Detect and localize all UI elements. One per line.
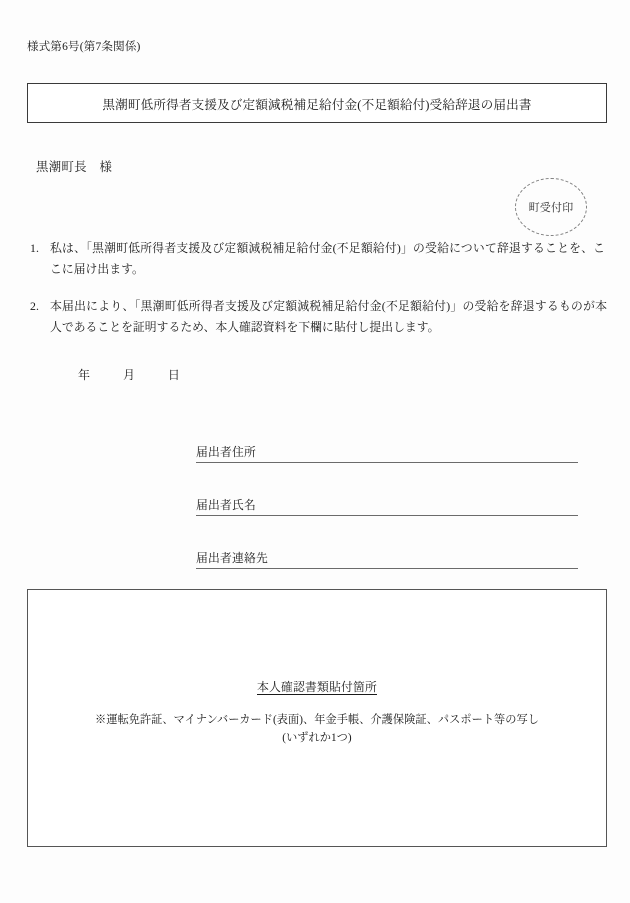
field-label-applicant-name: 届出者氏名 [196, 498, 256, 512]
clause-item [30, 296, 607, 337]
attachment-instructions [28, 678, 606, 745]
attachment-note-line-2: (いずれか1つ) [282, 732, 352, 745]
date-month-label: 月 [122, 368, 136, 382]
clause-number: 2. [30, 299, 39, 313]
date-year-label: 年 [78, 368, 91, 382]
date-line[interactable] [78, 366, 180, 383]
form-number: 様式第6号(第7条関係) [27, 41, 141, 53]
field-applicant-contact[interactable] [196, 546, 578, 569]
field-applicant-name[interactable] [196, 493, 578, 516]
clause-number: 1. [30, 241, 39, 255]
clause-item [30, 238, 605, 279]
receipt-seal-circle [515, 178, 587, 236]
clause-text: 本届出により、「黒潮町低所得者支援及び定額減税補足給付金(不足額給付)」の受給を辞退するものが本人であることを証明するため、本人確認資料を下欄に貼付し提出します。 [50, 299, 607, 334]
attachment-heading: 本人確認書類貼付箇所 [257, 680, 377, 694]
field-applicant-address[interactable] [196, 440, 578, 463]
receipt-seal-label: 町受付印 [528, 202, 574, 214]
document-title-box [27, 83, 607, 123]
attachment-note-line-1: ※運転免許証、マイナンバーカード(表面)、年金手帳、介護保険証、パスポート等の写し [94, 714, 540, 726]
document-title: 黒潮町低所得者支援及び定額減税補足給付金(不足額給付)受給辞退の届出書 [102, 97, 532, 112]
field-label-applicant-contact: 届出者連絡先 [196, 551, 268, 565]
clause-text: 私は、「黒潮町低所得者支援及び定額減税補足給付金(不足額給付)」の受給について辞退することを、ここに届け出ます。 [50, 241, 605, 276]
id-document-attachment-box[interactable] [27, 589, 607, 847]
field-label-applicant-address: 届出者住所 [196, 445, 256, 459]
addressee-line: 黒潮町長 様 [36, 160, 113, 174]
date-day-label: 日 [167, 368, 181, 382]
